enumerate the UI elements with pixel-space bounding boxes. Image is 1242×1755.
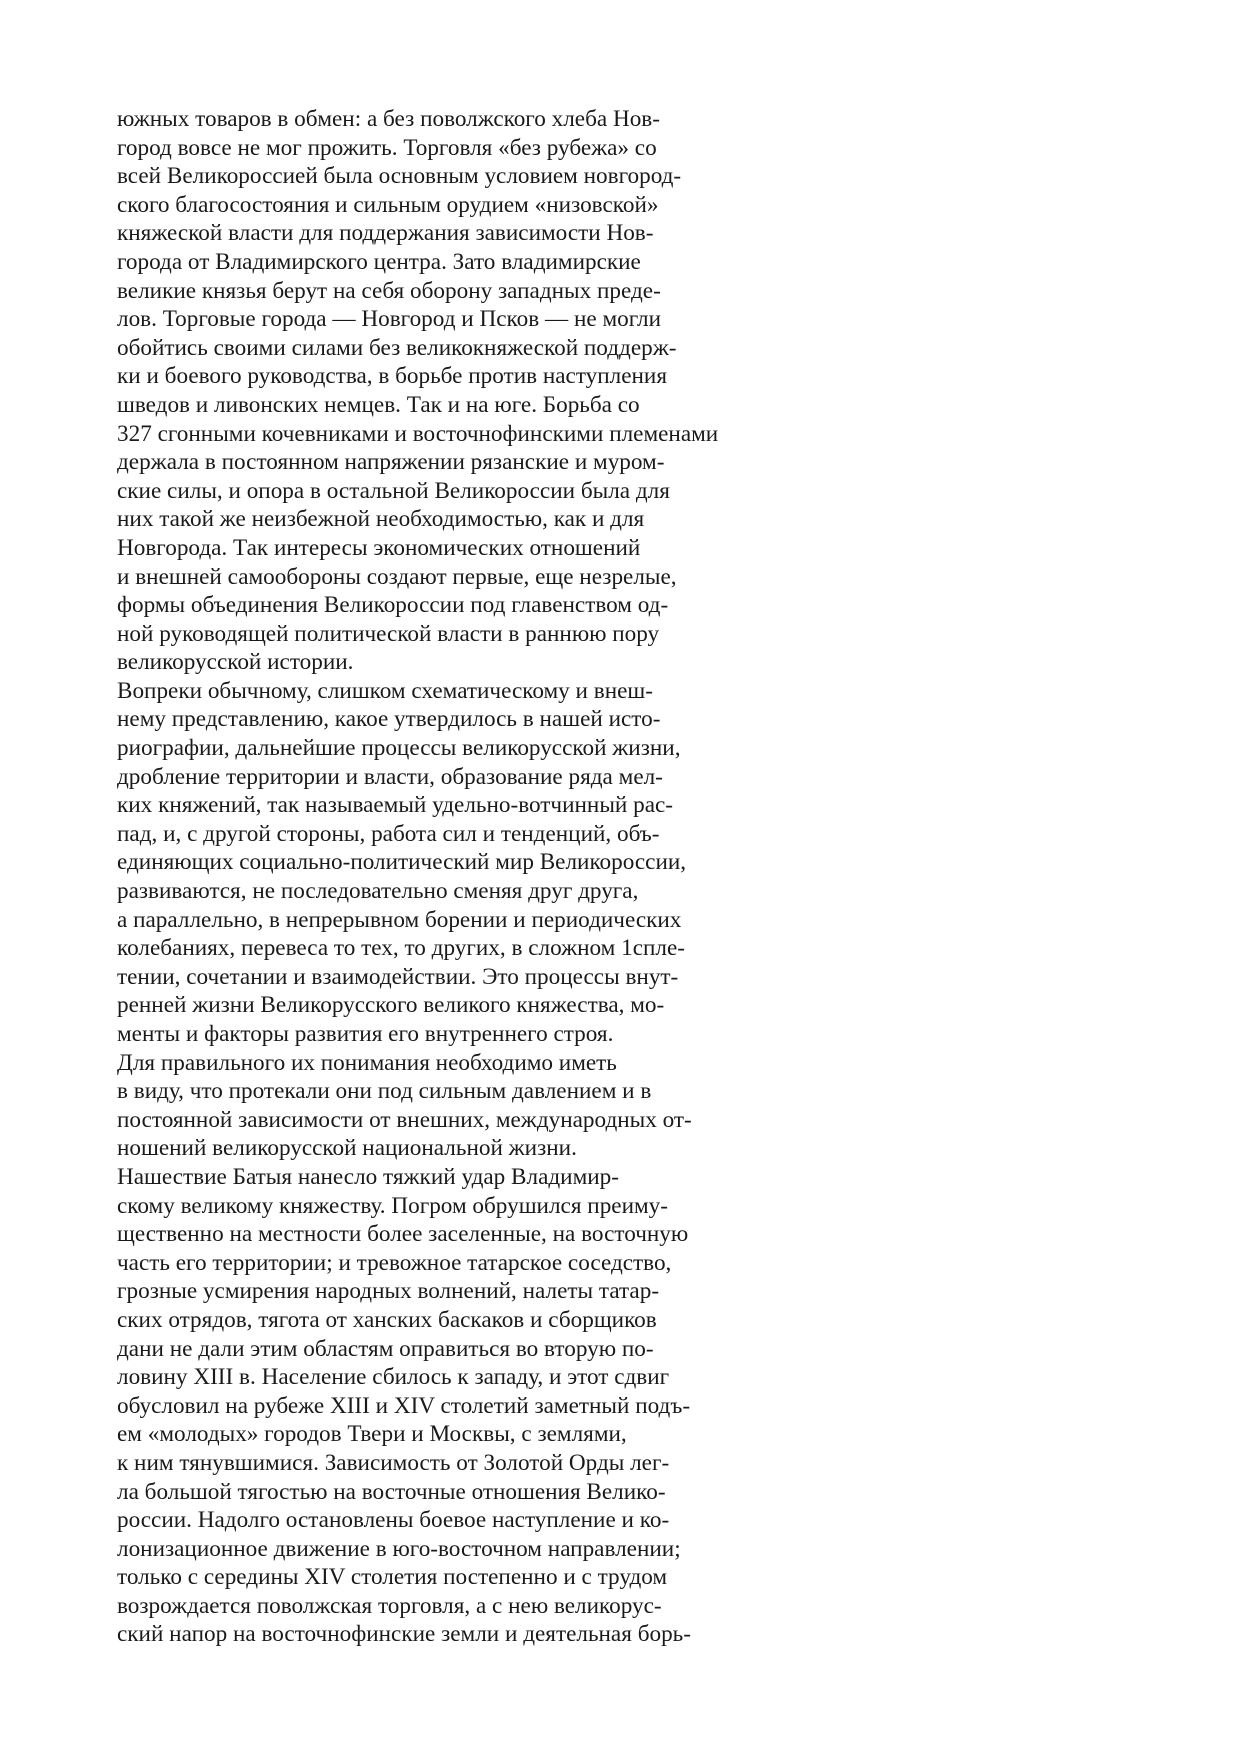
text-line: ский напор на восточнофинские земли и деятельная борь- (117, 1621, 691, 1648)
text-line: возрождается поволжская торговля, а с нею великорус- (117, 1592, 662, 1619)
text-line: постоянной зависимости от внешних, международных от- (117, 1106, 692, 1133)
text-line: к ним тянувшимися. Зависимость от Золотой Орды лег- (117, 1449, 670, 1476)
text-line: ренней жизни Великорусского великого княжества, мо- (117, 992, 665, 1019)
text-line: великие князья берут на себя оборону западных преде- (117, 277, 661, 304)
text-line: держала в постоянном напряжении рязанские и муром- (117, 449, 665, 476)
text-line: великорусской истории. (117, 649, 354, 676)
text-line: ские силы, и опора в остальной Великороссии была для (117, 477, 670, 504)
text-line: обусловил на рубеже XIII и XIV столетий заметный подъ- (117, 1392, 691, 1419)
text-line: ских отрядов, тягота от ханских баскаков и сборщиков (117, 1306, 657, 1333)
text-line: скому великому княжеству. Погром обрушился преиму- (117, 1192, 668, 1219)
body-text (117, 105, 817, 1649)
text-line: Для правильного их понимания необходимо иметь (117, 1049, 617, 1076)
text-line: риографии, дальнейшие процессы великорусской жизни, (117, 735, 681, 762)
text-line: ношений великорусской национальной жизни. (117, 1135, 577, 1162)
text-line: пад, и, с другой стороны, работа сил и тенденций, объ- (117, 820, 660, 847)
text-line: дробление территории и власти, образование ряда мел- (117, 763, 663, 790)
text-line: Вопреки обычному, слишком схематическому и внеш- (117, 677, 653, 704)
text-line: дани не дали этим областям оправиться во вторую по- (117, 1335, 654, 1362)
text-line: Нашествие Батыя нанесло тяжкий удар Владимир- (117, 1163, 619, 1190)
text-line: ла большой тягостью на восточные отношения Велико- (117, 1478, 666, 1505)
text-line: щественно на местности более заселенные, на восточную (117, 1221, 689, 1248)
text-line: обойтись своими силами без великокняжеской поддерж- (117, 334, 677, 361)
text-line: южных товаров в обмен: а без поволжского хлеба Нов- (117, 106, 660, 132)
text-line: город вовсе не мог прожить. Торговля «без рубежа» со (117, 134, 657, 161)
text-line: и внешней самообороны создают первые, еще незрелые, (117, 563, 677, 590)
text-line: ких княжений, так называемый удельно-вотчинный рас- (117, 792, 674, 819)
text-line: княжеской власти для поддержания зависимости Нов- (117, 220, 654, 247)
text-line: лонизационное движение в юго-восточном направлении; (117, 1535, 681, 1562)
text-line: менты и факторы развития его внутреннего строя. (117, 1021, 614, 1047)
text-line: россии. Надолго остановлены боевое наступление и ко- (117, 1507, 670, 1534)
text-line: них такой же неизбежной необходимостью, как и для (117, 506, 645, 533)
text-line: 327 сгонными кочевниками и восточнофинскими племенами (117, 420, 719, 447)
text-line: единяющих социально-политический мир Великороссии, (117, 849, 687, 876)
text-line: нему представлению, какое утвердилось в нашей исто- (117, 706, 661, 733)
text-line: Новгорода. Так интересы экономических отношений (117, 534, 641, 561)
text-line: ки и боевого руководства, в борьбе против наступления (117, 363, 668, 390)
text-line: часть его территории; и тревожное татарское соседство, (117, 1249, 672, 1276)
text-line: формы объединения Великороссии под главенством од- (117, 592, 669, 619)
text-line: развиваются, не последовательно сменяя друг друга, (117, 878, 639, 905)
text-line: ной руководящей политической власти в раннюю пору (117, 620, 660, 647)
text-line: тении, сочетании и взаимодействии. Это процессы внут- (117, 963, 679, 990)
text-line: лов. Торговые города — Новгород и Псков — не могли (117, 306, 662, 333)
text-line: в виду, что протекали они под сильным давлением и в (117, 1078, 652, 1105)
text-line: колебаниях, перевеса то тех, то других, в сложном 1спле- (117, 935, 686, 962)
text-line: города от Владимирского центра. Зато владимирские (117, 248, 641, 275)
text-line: а параллельно, в непрерывном борении и периодических (117, 906, 682, 933)
text-line: грозные усмирения народных волнений, налеты татар- (117, 1278, 660, 1305)
text-line: только с середины XIV столетия постепенно и с трудом (117, 1564, 668, 1591)
text-line: всей Великороссией была основным условием новгород- (117, 163, 682, 190)
text-line: ского благосостояния и сильным орудием «низовской» (117, 191, 659, 218)
text-line: ем «молодых» городов Твери и Москвы, с землями, (117, 1421, 627, 1448)
text-line: шведов и ливонских немцев. Так и на юге. Борьба со (117, 391, 640, 418)
text-line: ловину XIII в. Население сбилось к западу, и этот сдвиг (117, 1364, 670, 1391)
